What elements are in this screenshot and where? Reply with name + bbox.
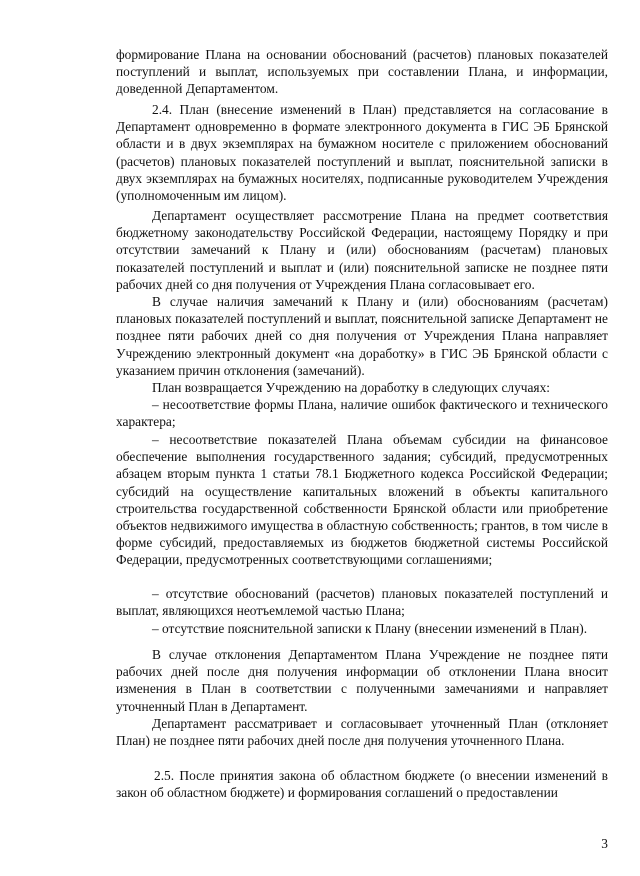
list-item-no-explanatory-note: – отсутствие пояснительной записки к Плану (внесении изменений в План). [152,621,588,636]
paragraph-remarks: В случае наличия замечаний к Плану и (или) обоснованиям (расчетам) плановых показателей поступлений и выплат, пояснительной записке Департамент не позднее пяти рабочих дней со дня получения от Учреждения Плана направляет Учреждению электронный документ «на доработку» в ГИС ЭБ Брянской области с указанием причин отклонения (замечаний). [116,294,608,378]
paragraph-2-4: 2.4. План (внесение изменений в План) представляется на согласование в Департамент одновременно в формате электронного документа в ГИС ЭБ Брянской области и в двух экземплярах на бумажном носителе с приложением обоснований (расчетов) плановых показателей поступлений и выплат, пояснительной записки в двух экземплярах на бумажных носителях, подписанные руководителем Учреждения (уполномоченным им лицом). [116,102,608,204]
paragraph-department-review: Департамент осуществляет рассмотрение Плана на предмет соответствия бюджетному законодательству Российской Федерации, настоящему Порядку и при отсутствии замечаний к Плану и (или) обоснованиям (расчетам) плановых показателей поступлений и выплат и (или) пояснительной записке не позднее пяти рабочих дней со дня получения от Учреждения Плана согласовывает его. [116,208,608,292]
paragraph-return-cases: План возвращается Учреждению на доработку в следующих случаях: [152,380,551,395]
list-item-no-justifications: – отсутствие обоснований (расчетов) плановых показателей поступлений и выплат, являющихся неотъемлемой частью Плана; [116,586,608,619]
paragraph-plan-formation: формирование Плана на основании обоснований (расчетов) плановых показателей поступлений и выплат, используемых при составлении Плана, и информации, доведенной Департаментом. [116,47,608,97]
paragraph-2-5: 2.5. После принятия закона об областном бюджете (о внесении изменений в закон об областном бюджете) и формирования соглашений о предоставлении [116,768,608,801]
list-item-form-mismatch: – несоответствие формы Плана, наличие ошибок фактического и технического характера; [116,397,608,430]
paragraph-refined-plan: Департамент рассматривает и согласовывает уточненный План (отклоняет План) не позднее пяти рабочих дней после дня получения уточненного Плана. [116,716,608,749]
page-number: 3 [601,836,608,851]
list-item-subsidy-mismatch: – несоответствие показателей Плана объемам субсидии на финансовое обеспечение выполнения государственного задания; субсидий, предусмотренных абзацем вторым пункта 1 статьи 78.1 Бюджетного кодекса Российской Федерации; субсидий на осуществление капитальных вложений в объекты капитального строительства государственной собственности Брянской области или приобретение объектов недвижимого имущества в областную собственность; грантов, в том числе в форме субсидий, предоставляемых из бюджетов бюджетной системы Российской Федерации, предусмотренных соответствующими соглашениями; [116,432,608,568]
paragraph-rejection: В случае отклонения Департаментом Плана Учреждение не позднее пяти рабочих дней после дня получения информации об отклонении Плана вносит изменения в План в соответствии с полученными замечаниями и направляет уточненный План в Департамент. [116,647,608,714]
